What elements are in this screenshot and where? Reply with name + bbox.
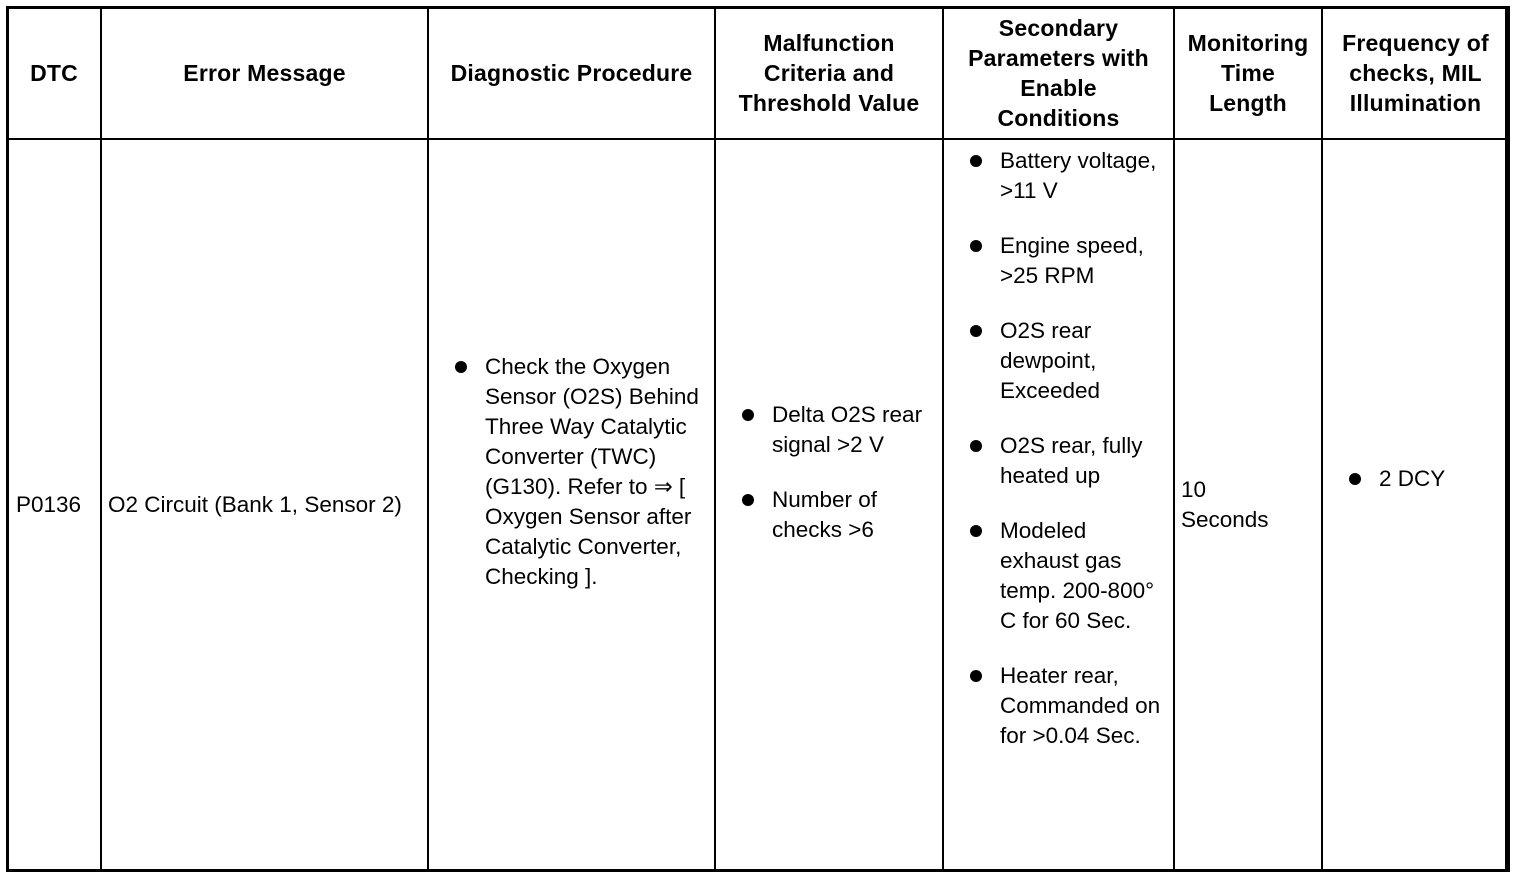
header-diagnostic-procedure: Diagnostic Procedure: [428, 7, 715, 139]
header-malfunction-criteria: Malfunction Criteria and Threshold Value: [715, 7, 943, 139]
header-secondary-parameters: Secondary Parameters with Enable Conditions: [943, 7, 1174, 139]
secondary-parameter-item: Modeled exhaust gas temp. 200-800° C for 60 Sec.: [1000, 516, 1169, 636]
table-outer-border: [6, 6, 1508, 872]
frequency-item: 2 DCY: [1379, 464, 1508, 494]
diagnostic-procedure-item: Check the Oxygen Sensor (O2S) Behind Three Way Catalytic Converter (TWC) (G130). Refer to ⇒ [ Oxygen Sensor after Catalytic Converter, Checking ].: [485, 352, 706, 592]
header-frequency: Frequency of checks, MIL Illumination: [1322, 7, 1509, 139]
secondary-parameter-item: O2S rear dewpoint, Exceeded: [1000, 316, 1169, 406]
malfunction-criteria-item: Delta O2S rear signal >2 V: [772, 400, 938, 460]
malfunction-criteria-item: Number of checks >6: [772, 485, 938, 545]
secondary-parameter-item: O2S rear, fully heated up: [1000, 431, 1169, 491]
header-monitoring-time: Monitoring Time Length: [1174, 7, 1322, 139]
dtc-code: P0136: [7, 139, 101, 871]
header-error-message: Error Message: [101, 7, 428, 139]
secondary-parameter-item: Heater rear, Commanded on for >0.04 Sec.: [1000, 661, 1169, 751]
secondary-parameter-item: Engine speed, >25 RPM: [1000, 231, 1169, 291]
error-message: O2 Circuit (Bank 1, Sensor 2): [101, 139, 428, 871]
monitoring-time: 10 Seconds: [1174, 139, 1322, 871]
secondary-parameter-item: Battery voltage, >11 V: [1000, 146, 1169, 206]
header-dtc: DTC: [7, 7, 101, 139]
